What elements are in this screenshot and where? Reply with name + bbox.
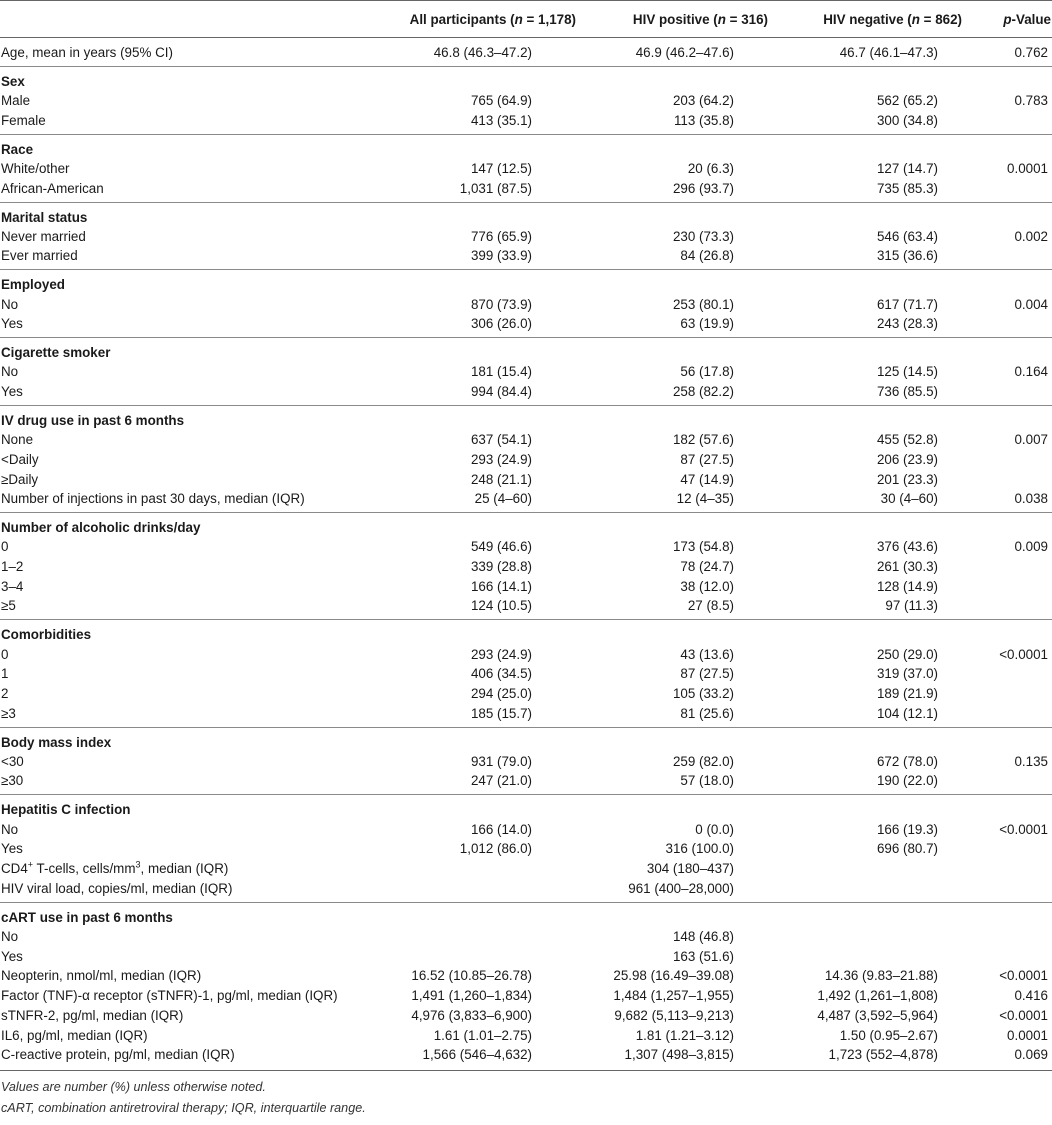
row-label: No bbox=[1, 821, 19, 837]
cell-neg: 319 (37.0) bbox=[876, 666, 938, 682]
table-row bbox=[0, 684, 1052, 704]
cell-neg bbox=[772, 927, 966, 947]
cell-pos: 46.9 (46.2–47.6) bbox=[580, 38, 772, 67]
row-label: <30 bbox=[1, 753, 24, 769]
cell-neg: 125 (14.5) bbox=[876, 364, 938, 380]
cell-p: 0.038 bbox=[966, 489, 1052, 513]
cell-p bbox=[966, 946, 1052, 966]
cell-neg: 672 (78.0) bbox=[876, 753, 938, 769]
table-row bbox=[0, 227, 1052, 247]
cell-p: 0.007 bbox=[1014, 432, 1048, 448]
section-title: Body mass index bbox=[1, 734, 112, 750]
cell-all: 399 (33.9) bbox=[372, 246, 580, 270]
cell-neg: 97 (11.3) bbox=[772, 596, 966, 620]
cell-neg: 128 (14.9) bbox=[876, 578, 938, 594]
header-p-value bbox=[966, 1, 1052, 38]
row-label: Female bbox=[0, 111, 372, 135]
row-label: ≥30 bbox=[0, 771, 372, 795]
cell-p bbox=[966, 664, 1052, 684]
header-pos-n: n bbox=[717, 11, 726, 27]
cell-neg: 315 (36.6) bbox=[772, 246, 966, 270]
cell-p bbox=[966, 879, 1052, 903]
cell-neg: 617 (71.7) bbox=[876, 296, 938, 312]
cell-pos: 81 (25.6) bbox=[580, 704, 772, 728]
cell-p bbox=[966, 179, 1052, 203]
cell-p: 0.0001 bbox=[1007, 161, 1048, 177]
header-pos-prefix: HIV positive ( bbox=[632, 11, 718, 27]
row-label bbox=[0, 859, 372, 879]
header-all-prefix: All participants ( bbox=[409, 11, 515, 27]
header-neg-suffix: = 862) bbox=[919, 11, 962, 27]
cell-pos: 258 (82.2) bbox=[580, 382, 772, 406]
table-row bbox=[0, 38, 1052, 67]
cell-p: 0.002 bbox=[1014, 228, 1048, 244]
row-label: Yes bbox=[1, 841, 23, 857]
cell-p bbox=[966, 704, 1052, 728]
header-hiv-negative bbox=[772, 1, 966, 38]
header-row bbox=[0, 1, 1052, 38]
cell-neg bbox=[772, 859, 966, 879]
cell-all: 147 (12.5) bbox=[470, 161, 532, 177]
cell-p bbox=[966, 450, 1052, 470]
header-p-suffix: -Value bbox=[1011, 11, 1051, 27]
cell-p bbox=[966, 382, 1052, 406]
table-header bbox=[0, 1, 1052, 38]
table-row bbox=[0, 664, 1052, 684]
cell-pos: 12 (4–35) bbox=[580, 489, 772, 513]
row-label: 0 bbox=[1, 646, 9, 662]
cd4-label-c: , median (IQR) bbox=[140, 861, 229, 877]
cell-all: 181 (15.4) bbox=[470, 364, 532, 380]
cell-all: 124 (10.5) bbox=[372, 596, 580, 620]
table-row bbox=[0, 819, 1052, 839]
cell-pos: 1,307 (498–3,815) bbox=[580, 1045, 772, 1071]
cell-all: 1,012 (86.0) bbox=[459, 841, 532, 857]
cell-p bbox=[966, 596, 1052, 620]
section-header-row bbox=[0, 270, 1052, 295]
cell-pos: 27 (8.5) bbox=[580, 596, 772, 620]
cell-all: 306 (26.0) bbox=[372, 314, 580, 338]
section-title: Race bbox=[1, 141, 34, 157]
table-row bbox=[0, 111, 1052, 135]
row-label: Number of injections in past 30 days, median (IQR) bbox=[0, 489, 372, 513]
table-row bbox=[0, 246, 1052, 270]
cell-p: 0.135 bbox=[1014, 753, 1048, 769]
cell-pos: 38 (12.0) bbox=[680, 578, 734, 594]
section-header-row bbox=[0, 727, 1052, 752]
cell-neg: 735 (85.3) bbox=[772, 179, 966, 203]
section-header-row bbox=[0, 620, 1052, 645]
cell-pos: 961 (400–28,000) bbox=[580, 879, 772, 903]
row-label: Yes bbox=[1, 948, 23, 964]
cell-all: 166 (14.0) bbox=[470, 821, 532, 837]
row-label: <Daily bbox=[1, 451, 39, 467]
cell-all: 870 (73.9) bbox=[470, 296, 532, 312]
cell-all: 248 (21.1) bbox=[470, 471, 532, 487]
cell-neg: 46.7 (46.1–47.3) bbox=[772, 38, 966, 67]
cell-pos: 113 (35.8) bbox=[580, 111, 772, 135]
cell-all: 4,976 (3,833–6,900) bbox=[411, 1007, 532, 1023]
cd4-label-a: CD4 bbox=[1, 861, 28, 877]
table-row bbox=[0, 946, 1052, 966]
cell-neg: 189 (21.9) bbox=[876, 686, 938, 702]
table-row bbox=[0, 537, 1052, 557]
cell-p bbox=[966, 684, 1052, 704]
table-row bbox=[0, 927, 1052, 947]
cell-p bbox=[966, 246, 1052, 270]
table-row bbox=[0, 179, 1052, 203]
cell-p: 0.009 bbox=[1014, 539, 1048, 555]
row-label: Age, mean in years (95% CI) bbox=[0, 38, 372, 67]
table-row bbox=[0, 859, 1052, 879]
table-row bbox=[0, 450, 1052, 470]
section-title: IV drug use in past 6 months bbox=[1, 412, 185, 428]
cell-pos: 0 (0.0) bbox=[695, 821, 734, 837]
cell-all bbox=[372, 879, 580, 903]
row-label: Yes bbox=[0, 314, 372, 338]
row-label: ≥3 bbox=[0, 704, 372, 728]
header-pos-suffix: = 316) bbox=[725, 11, 768, 27]
cell-neg: 300 (34.8) bbox=[772, 111, 966, 135]
cell-all: 1,491 (1,260–1,834) bbox=[411, 988, 532, 1004]
row-label: No bbox=[1, 296, 19, 312]
cell-all bbox=[372, 946, 580, 966]
section-header-row bbox=[0, 338, 1052, 363]
cell-neg: 376 (43.6) bbox=[876, 539, 938, 555]
table-row bbox=[0, 879, 1052, 903]
header-all-n: n bbox=[514, 11, 523, 27]
cell-pos: 259 (82.0) bbox=[672, 753, 734, 769]
table-row bbox=[0, 644, 1052, 664]
cell-all: 293 (24.9) bbox=[470, 646, 532, 662]
header-all-participants bbox=[372, 1, 580, 38]
section-title: cART use in past 6 months bbox=[1, 909, 173, 925]
section-header-row bbox=[0, 405, 1052, 430]
row-label: ≥Daily bbox=[1, 471, 39, 487]
section-title: Comorbidities bbox=[1, 627, 92, 643]
row-label: 1–2 bbox=[1, 559, 24, 575]
cell-pos: 78 (24.7) bbox=[680, 559, 734, 575]
table-row bbox=[0, 752, 1052, 772]
footnote-values: Values are number (%) unless otherwise noted. bbox=[1, 1080, 266, 1094]
cell-neg: 1,723 (552–4,878) bbox=[772, 1045, 966, 1071]
cell-neg: 201 (23.3) bbox=[876, 471, 938, 487]
cell-all: 776 (65.9) bbox=[470, 228, 532, 244]
section-title: Employed bbox=[1, 277, 65, 293]
cell-p bbox=[966, 859, 1052, 879]
section-header-row bbox=[0, 202, 1052, 227]
cell-all: 994 (84.4) bbox=[372, 382, 580, 406]
cell-all: 765 (64.9) bbox=[470, 93, 532, 109]
cell-neg bbox=[772, 946, 966, 966]
cell-pos: 47 (14.9) bbox=[680, 471, 734, 487]
cell-neg: 4,487 (3,592–5,964) bbox=[817, 1007, 938, 1023]
cell-all: 16.52 (10.85–26.78) bbox=[411, 968, 532, 984]
cell-p: 0.783 bbox=[1014, 93, 1048, 109]
cell-neg: 30 (4–60) bbox=[772, 489, 966, 513]
cell-pos: 253 (80.1) bbox=[672, 296, 734, 312]
cell-all: 46.8 (46.3–47.2) bbox=[372, 38, 580, 67]
table-row bbox=[0, 557, 1052, 577]
cell-pos: 25.98 (16.49–39.08) bbox=[613, 968, 734, 984]
cell-all: 247 (21.0) bbox=[372, 771, 580, 795]
cell-all: 406 (34.5) bbox=[470, 666, 532, 682]
section-header-row bbox=[0, 902, 1052, 927]
cd4-label-sup: + bbox=[27, 859, 34, 870]
cell-pos: 63 (19.9) bbox=[580, 314, 772, 338]
cell-p: <0.0001 bbox=[999, 1007, 1048, 1023]
cell-pos: 203 (64.2) bbox=[672, 93, 734, 109]
section-title: Number of alcoholic drinks/day bbox=[1, 520, 201, 535]
cell-p: 0.416 bbox=[1014, 988, 1048, 1004]
cell-pos: 316 (100.0) bbox=[665, 841, 734, 857]
row-label: No bbox=[1, 364, 19, 380]
section-title: Marital status bbox=[1, 209, 88, 225]
cell-pos: 296 (93.7) bbox=[580, 179, 772, 203]
table-row bbox=[0, 314, 1052, 338]
cell-p: 0.164 bbox=[1014, 364, 1048, 380]
row-label: 3–4 bbox=[1, 578, 24, 594]
cd4-label-sup2: 3 bbox=[135, 859, 141, 870]
cell-neg: 1.50 (0.95–2.67) bbox=[839, 1027, 938, 1043]
cell-pos: 105 (33.2) bbox=[672, 686, 734, 702]
cell-pos: 173 (54.8) bbox=[672, 539, 734, 555]
cell-p: 0.069 bbox=[966, 1045, 1052, 1071]
header-p-prefix: p bbox=[1003, 11, 1012, 27]
row-label: IL6, pg/ml, median (IQR) bbox=[1, 1027, 148, 1043]
cell-all: 166 (14.1) bbox=[470, 578, 532, 594]
header-all-suffix: = 1,178) bbox=[522, 11, 576, 27]
cell-pos: 9,682 (5,113–9,213) bbox=[614, 1007, 734, 1023]
cell-p bbox=[966, 577, 1052, 597]
footnote-abbreviations: cART, combination antiretroviral therapy; IQR, interquartile range. bbox=[1, 1101, 366, 1115]
cell-neg: 546 (63.4) bbox=[876, 228, 938, 244]
cell-all: 339 (28.8) bbox=[470, 559, 532, 575]
section-header-row bbox=[0, 513, 1052, 538]
cell-all: 1.61 (1.01–2.75) bbox=[433, 1027, 532, 1043]
cell-neg: 562 (65.2) bbox=[876, 93, 938, 109]
header-neg-n: n bbox=[911, 11, 920, 27]
cell-pos: 84 (26.8) bbox=[580, 246, 772, 270]
row-label: Factor (TNF)-α receptor (sTNFR)-1, pg/ml, median (IQR) bbox=[1, 988, 338, 1004]
cell-all: 549 (46.6) bbox=[470, 539, 532, 555]
cell-pos: 1.81 (1.21–3.12) bbox=[635, 1027, 734, 1043]
cell-all: 293 (24.9) bbox=[470, 451, 532, 467]
cell-all: 413 (35.1) bbox=[372, 111, 580, 135]
cell-p: <0.0001 bbox=[999, 968, 1048, 984]
cell-neg bbox=[772, 879, 966, 903]
table-row bbox=[0, 966, 1052, 986]
cell-neg: 736 (85.5) bbox=[772, 382, 966, 406]
cell-p bbox=[966, 927, 1052, 947]
table-row bbox=[0, 1006, 1052, 1026]
table-row bbox=[0, 469, 1052, 489]
table-row bbox=[0, 489, 1052, 513]
cell-pos: 87 (27.5) bbox=[680, 666, 734, 682]
cell-p: 0.762 bbox=[966, 38, 1052, 67]
cell-p bbox=[966, 771, 1052, 795]
table-row bbox=[0, 362, 1052, 382]
cell-pos: 87 (27.5) bbox=[680, 451, 734, 467]
cell-p bbox=[966, 839, 1052, 859]
cell-p bbox=[966, 557, 1052, 577]
cell-neg: 14.36 (9.83–21.88) bbox=[824, 968, 938, 984]
row-label: African-American bbox=[0, 179, 372, 203]
row-label: HIV viral load, copies/ml, median (IQR) bbox=[0, 879, 372, 903]
cell-all bbox=[372, 927, 580, 947]
cell-p bbox=[966, 469, 1052, 489]
row-label: Yes bbox=[0, 382, 372, 406]
row-label: Never married bbox=[1, 228, 86, 244]
cell-pos: 57 (18.0) bbox=[580, 771, 772, 795]
row-label: 1 bbox=[1, 666, 9, 682]
header-neg-prefix: HIV negative ( bbox=[823, 11, 912, 27]
section-header-row bbox=[0, 795, 1052, 820]
row-label: Neopterin, nmol/ml, median (IQR) bbox=[1, 968, 202, 984]
cell-pos: 163 (51.6) bbox=[672, 948, 734, 964]
section-header-row bbox=[0, 67, 1052, 92]
row-label: ≥5 bbox=[0, 596, 372, 620]
cell-all: 185 (15.7) bbox=[372, 704, 580, 728]
cell-pos: 43 (13.6) bbox=[680, 646, 734, 662]
cell-pos: 304 (180–437) bbox=[646, 861, 734, 877]
table-row bbox=[0, 294, 1052, 314]
cell-neg: 166 (19.3) bbox=[876, 821, 938, 837]
row-label: No bbox=[1, 928, 19, 944]
cell-all: 1,031 (87.5) bbox=[372, 179, 580, 203]
cell-p bbox=[966, 314, 1052, 338]
table-row bbox=[0, 839, 1052, 859]
cell-all: 25 (4–60) bbox=[372, 489, 580, 513]
cell-neg: 190 (22.0) bbox=[772, 771, 966, 795]
cell-neg: 261 (30.3) bbox=[876, 559, 938, 575]
section-title: Cigarette smoker bbox=[1, 345, 111, 360]
table-body bbox=[0, 38, 1052, 1071]
table-row bbox=[0, 159, 1052, 179]
cell-p: <0.0001 bbox=[999, 646, 1048, 662]
cell-neg: 127 (14.7) bbox=[876, 161, 938, 177]
cell-p: <0.0001 bbox=[999, 821, 1048, 837]
row-label: White/other bbox=[1, 161, 70, 177]
cell-all: 637 (54.1) bbox=[470, 432, 532, 448]
table-row bbox=[0, 596, 1052, 620]
header-label bbox=[0, 1, 372, 38]
cell-neg: 455 (52.8) bbox=[876, 432, 938, 448]
cell-pos: 20 (6.3) bbox=[687, 161, 734, 177]
cell-neg: 250 (29.0) bbox=[876, 646, 938, 662]
cell-neg: 206 (23.9) bbox=[876, 451, 938, 467]
cell-pos: 1,484 (1,257–1,955) bbox=[613, 988, 734, 1004]
cell-p bbox=[966, 111, 1052, 135]
table-row bbox=[0, 91, 1052, 111]
cell-all: 294 (25.0) bbox=[470, 686, 532, 702]
cell-neg: 104 (12.1) bbox=[772, 704, 966, 728]
cell-all: 931 (79.0) bbox=[470, 753, 532, 769]
row-label: Ever married bbox=[0, 246, 372, 270]
cell-p: 0.004 bbox=[1014, 296, 1048, 312]
cell-p: 0.0001 bbox=[1007, 1027, 1048, 1043]
table-row bbox=[0, 382, 1052, 406]
cell-pos: 56 (17.8) bbox=[680, 364, 734, 380]
table-row bbox=[0, 430, 1052, 450]
cell-pos: 148 (46.8) bbox=[672, 928, 734, 944]
table-row bbox=[0, 1045, 1052, 1071]
row-label: Male bbox=[1, 93, 31, 109]
section-title: Sex bbox=[1, 74, 25, 89]
cell-neg: 243 (28.3) bbox=[772, 314, 966, 338]
row-label: 2 bbox=[1, 686, 9, 702]
table-footnotes bbox=[0, 1071, 1052, 1119]
table-row bbox=[0, 771, 1052, 795]
cell-pos: 182 (57.6) bbox=[672, 432, 734, 448]
table-row bbox=[0, 577, 1052, 597]
cell-all: 1,566 (546–4,632) bbox=[372, 1045, 580, 1071]
cell-neg: 696 (80.7) bbox=[876, 841, 938, 857]
row-label: 0 bbox=[1, 539, 9, 555]
header-hiv-positive bbox=[580, 1, 772, 38]
cell-all bbox=[372, 859, 580, 879]
cd4-label-b: T-cells, cells/mm bbox=[33, 861, 136, 877]
table-row bbox=[0, 704, 1052, 728]
section-title: Hepatitis C infection bbox=[1, 802, 131, 818]
section-header-row bbox=[0, 134, 1052, 159]
table-row bbox=[0, 986, 1052, 1006]
cell-neg: 1,492 (1,261–1,808) bbox=[817, 988, 938, 1004]
row-label: None bbox=[1, 432, 34, 448]
row-label: sTNFR-2, pg/ml, median (IQR) bbox=[1, 1007, 184, 1023]
table-row bbox=[0, 1025, 1052, 1045]
cell-pos: 230 (73.3) bbox=[672, 228, 734, 244]
row-label: C-reactive protein, pg/ml, median (IQR) bbox=[0, 1045, 372, 1071]
